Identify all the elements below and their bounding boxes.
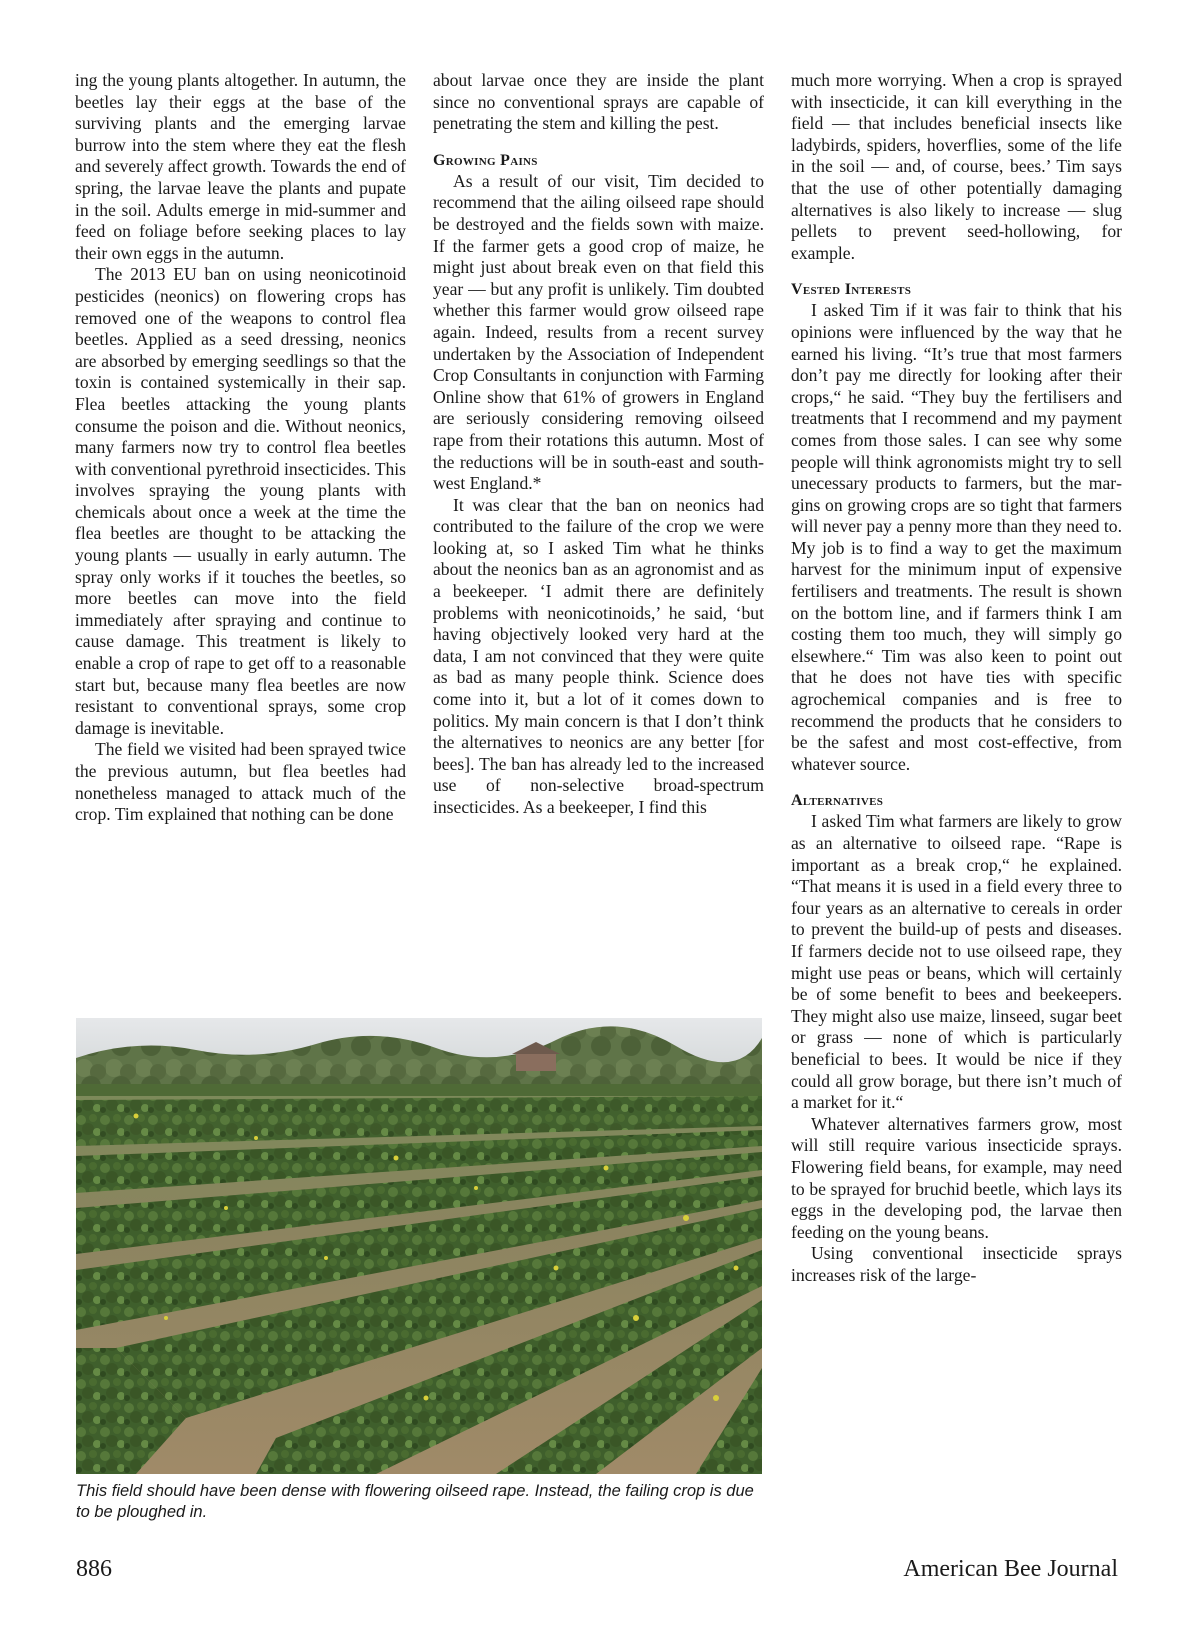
page-number: 886 (76, 1556, 112, 1582)
body-paragraph: much more worrying. When a crop is sprayed with insecticide, it can kill everything in the field — that includes beneficial insects like ladybirds, spiders, hoverflies, some of the life in the soil — and, of course, bees.’ Tim says that the use of other potentially damaging alternatives is also likely to increase — slug pellets to prevent seed-hollowing, for example. (791, 70, 1122, 263)
body-paragraph: The field we visited had been sprayed twice the previous autumn, but flea beetles had nonetheless managed to attack much of the crop. Tim explained that nothing can be done (75, 739, 406, 825)
body-paragraph: As a result of our visit, Tim decided to recommend that the ailing oilseed rape should be destroyed and the fields sown with maize. If the farmer gets a good crop of maize, he might just about break even on that field this year — but any profit is unlikely. Tim doubted whether this farmer would grow oilseed rape again. Indeed, results from a recent survey undertaken by the Association of Independent Crop Consultants in conjunction with Farming Online show that 61% of growers in England are seriously considering removing oilseed rape from their rotations this autumn. Most of the reductions will be in south-east and south-west England.* (433, 170, 764, 494)
field-photo (76, 1018, 762, 1474)
body-paragraph: Using conventional insecticide sprays increases risk of the large- (791, 1243, 1122, 1285)
section-heading-alternatives: Alternatives (791, 792, 884, 810)
body-paragraph: Whatever alternatives farmers grow, most will still require various insecticide sprays. Flowering field beans, for example, may need to be sprayed for bruchid beetle, which lays its eggs in the developing pod, the larvae then feeding on the young beans. (791, 1113, 1122, 1242)
oilseed-rape-field-image (76, 1018, 762, 1474)
body-paragraph: I asked Tim if it was fair to think that his opinions were influenced by the way that he earned his living. “It’s true that most farmers don’t pay me directly for looking after their crops,“ he said. “They buy the fertilisers and treatments that I recommend and my payment comes from those sales. I can see why some people will think agronomists might try to sell unecessary products to farmers, but the margins on growing crops are so tight that farmers will never pay a penny more than they need to. My job is to find a way to get the maximum harvest for the minimum input of expensive fertilisers and treatments. The result is shown on the bottom line, and if farmers think I am costing them too much, they will simply go elsewhere.“ Tim was also keen to point out that he does not have ties with specific agrochemical companies and is free to recommend the products that he considers to be the safest and most cost-effective, from whatever source. (791, 300, 1122, 774)
body-paragraph: ing the young plants altogether. In autumn, the beetles lay their eggs at the base of the surviving plants and the emerging larvae burrow into the stem where they eat the flesh and severely affect growth. Towards the end of spring, the larvae leave the plants and pupate in the soil. Adults emerge in mid-summer and feed on foliage before seeking places to lay their own eggs in the autumn. (75, 70, 406, 263)
section-heading-growing-pains: Growing Pains (433, 151, 538, 169)
photo-caption: This field should have been dense with flowering oilseed rape. Instead, the failing crop is due to be ploughed in. (76, 1482, 754, 1521)
body-paragraph: about larvae once they are inside the plant since no conventional sprays are capable of penetrating the stem and killing the pest. (433, 70, 764, 134)
body-paragraph: I asked Tim what farmers are likely to grow as an alternative to oilseed rape. “Rape is important as a break crop,“ he explained. “That means it is used in a field every three to four years as an alternative to cereals in order to prevent the build-up of pests and diseases. If farmers decide not to use oilseed rape, they might use peas or beans, which will certainly be of some benefit to bees and beekeepers. They might also use maize, linseed, sugar beet or grass — none of which is particularly beneficial to bees. It would be nice if they could all grow borage, but there isn’t much of a market for it.“ (791, 811, 1122, 1113)
section-heading-vested-interests: Vested Interests (791, 281, 912, 299)
body-paragraph: It was clear that the ban on neonics had contributed to the failure of the crop we were looking at, so I asked Tim what he thinks about the neonics ban as an agronomist and as a beekeeper. ‘I admit there are definitely problems with neonicotinoids,’ he said, ‘but having objectively looked very hard at the data, I am not convinced that they were quite as bad as many people think. Science does come into it, but a lot of it comes down to politics. My main concern is that I don’t think the alternatives to neonics are any better [for bees]. The ban has already led to the increased use of non-selective broad-spectrum insecticides. As a beekeeper, I find this (433, 494, 764, 817)
article-column-1 (75, 70, 406, 826)
article-column-3 (791, 70, 1122, 1286)
body-paragraph: The 2013 EU ban on using neonicotinoid pesticides (neonics) on flowering crops has removed one of the weapons to control flea beetles. Applied as a seed dressing, neonics are absorbed by emerging seedlings so that the toxin is contained systemically in their sap. Flea beetles attacking the young plants consume the poison and die. Without neonics, many farmers now try to control flea beetles with conventional pyrethroid insecticides. This involves spraying the young plants with chemicals about once a week at the time the flea beetles are thought to be attacking the young plants — usually in early autumn. The spray only works if it touches the beetles, so more beetles can move into the field immediately after spraying and continue to cause damage. This treatment is likely to enable a crop of rape to get off to a reasonable start but, because many flea beetles are now resistant to conventional sprays, some crop damage is inevitable. (75, 264, 406, 738)
journal-name: American Bee Journal (903, 1556, 1118, 1582)
article-column-2 (433, 70, 764, 819)
